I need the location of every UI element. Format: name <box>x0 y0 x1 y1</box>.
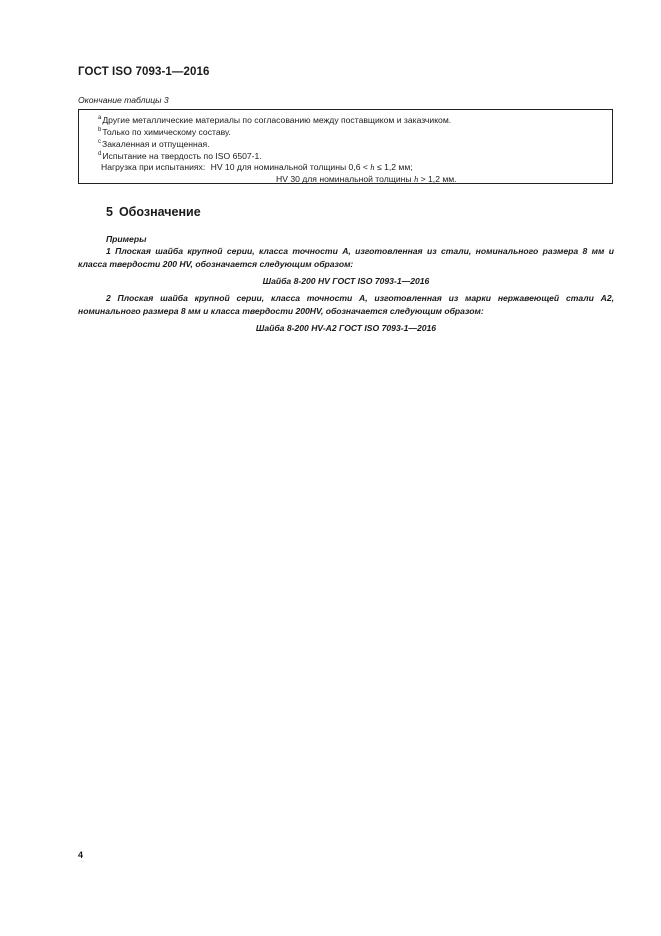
document-header: ГОСТ ISO 7093-1—2016 <box>78 66 210 78</box>
note-mark: d <box>98 151 102 157</box>
note-a <box>98 115 451 125</box>
note-mark: a <box>98 115 102 121</box>
example-2-text: 2 Плоская шайба крупной серии, класса точности А, изготовленная из марки нержавеющей стали А2, номинального размера 8 мм и класса твердости 200HV, обозначается следующим образом: <box>78 293 614 316</box>
section-number: 5 <box>106 205 113 219</box>
section-title: Обозначение <box>118 205 201 219</box>
load-label: Нагрузка при испытаниях: <box>101 162 206 172</box>
note-mark: b <box>98 127 102 133</box>
note-text: Другие металлические материалы по согласованию между поставщиком и заказчиком. <box>102 115 452 125</box>
example-1-designation: Шайба 8-200 HV ГОСТ ISO 7093-1—2016 <box>262 276 430 286</box>
example-1-text: 1 Плоская шайба крупной серии, класса точности А, изготовленная из стали, номинального размера 8 мм и класса твердости 200 HV, обозначается следующим образом: <box>78 246 614 269</box>
table-caption: Окончание таблицы 3 <box>78 95 169 105</box>
note-d <box>98 151 262 161</box>
load-line-2-suffix: > 1,2 мм. <box>420 174 457 184</box>
note-text: Закаленная и отпущенная. <box>102 139 210 149</box>
load-line-2 <box>276 174 457 184</box>
note-mark: c <box>98 139 101 145</box>
load-line-1 <box>101 162 413 172</box>
table-notes-box <box>78 109 613 184</box>
section-heading <box>106 205 201 219</box>
note-b <box>98 127 231 137</box>
note-text: Испытание на твердость по ISO 6507-1. <box>102 151 262 161</box>
thickness-variable: h <box>370 162 375 172</box>
examples-label: Примеры <box>106 234 147 244</box>
load-line-1-prefix: HV 10 для номинальной толщины 0,6 < <box>210 162 368 172</box>
thickness-variable: h <box>413 174 419 184</box>
example-2-designation: Шайба 8-200 HV-A2 ГОСТ ISO 7093-1—2016 <box>255 323 437 333</box>
load-line-1-suffix: ≤ 1,2 мм; <box>376 162 413 172</box>
note-c <box>98 139 210 149</box>
note-text: Только по химическому составу. <box>102 127 231 137</box>
load-line-2-prefix: HV 30 для номинальной толщины <box>276 174 412 184</box>
page-number: 4 <box>78 850 84 860</box>
